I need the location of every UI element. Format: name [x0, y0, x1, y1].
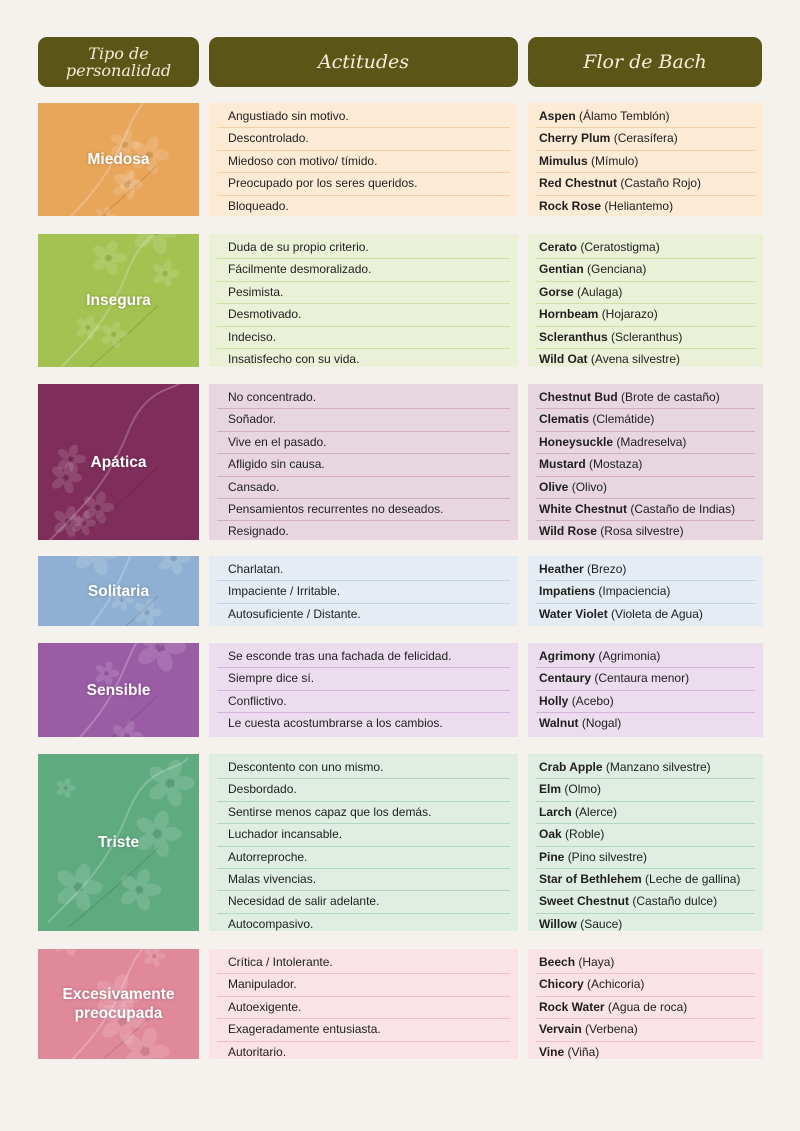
flower-name: Walnut	[539, 716, 579, 731]
flower-spanish-name: (Haya)	[578, 955, 615, 969]
attitude-item: Le cuesta acostumbrarse a los cambios.	[228, 716, 443, 731]
attitude-item: Exageradamente entusiasta.	[217, 1019, 510, 1041]
attitude-item: Desmotivado.	[217, 304, 510, 326]
flower-spanish-name: (Mostaza)	[589, 457, 643, 472]
attitude-item: Descontrolado.	[217, 128, 510, 150]
personality-group	[38, 103, 763, 216]
personality-type-card	[38, 384, 199, 540]
attitude-item: Necesidad de salir adelante.	[217, 891, 510, 913]
attitude-item: Crítica / Intolerante.	[217, 952, 510, 974]
personality-type-label: Triste	[97, 834, 140, 851]
personality-type-card	[38, 643, 199, 737]
bach-flower-item	[536, 997, 755, 1019]
flower-spanish-name: (Brezo)	[587, 562, 627, 576]
flower-name: Olive	[539, 479, 569, 494]
flower-spanish-name: (Agrimonia)	[598, 649, 661, 663]
flower-name: Rock Rose	[539, 198, 602, 213]
flower-name: Red Chestnut	[539, 176, 617, 191]
flower-name: Scleranthus	[539, 329, 608, 344]
bach-flower-item	[536, 477, 755, 499]
bach-flowers-list	[528, 103, 763, 216]
personality-type-label: Insegura	[86, 292, 151, 309]
flower-spanish-name: (Clemátide)	[592, 412, 655, 427]
bach-flower-item	[536, 974, 755, 996]
bach-flower-item	[536, 869, 755, 891]
attitude-item: Se esconde tras una fachada de felicidad.	[217, 646, 510, 668]
personality-type-card	[38, 949, 199, 1059]
flower-name: Hornbeam	[539, 307, 599, 322]
header-bach-flower: Flor de Bach	[528, 37, 762, 87]
bach-flower-item	[536, 891, 755, 913]
flower-name: Willow	[539, 916, 577, 931]
bach-flower-item	[536, 432, 755, 454]
flower-name: Cherry Plum	[539, 131, 611, 146]
attitude-item: Resignado.	[228, 524, 289, 539]
bach-flower-item	[536, 713, 755, 734]
bach-flower-item	[536, 581, 755, 603]
flower-name: Mimulus	[539, 153, 588, 168]
flower-name: Honeysuckle	[539, 434, 614, 449]
attitude-item: Vive en el pasado.	[217, 432, 510, 454]
bach-flower-item	[536, 349, 755, 370]
flower-name: White Chestnut	[539, 501, 627, 516]
flower-spanish-name: (Brote de castaño)	[621, 390, 720, 404]
flower-spanish-name: (Castaño dulce)	[632, 894, 718, 909]
flower-name: Chicory	[539, 977, 584, 992]
flower-name: Chestnut Bud	[539, 390, 618, 404]
flower-spanish-name: (Pino silvestre)	[567, 849, 648, 864]
attitudes-list	[209, 643, 518, 737]
flower-name: Impatiens	[539, 584, 596, 599]
flower-spanish-name: (Scleranthus)	[611, 329, 683, 344]
flower-name: Water Violet	[539, 606, 608, 621]
attitude-item: Fácilmente desmoralizado.	[217, 259, 510, 281]
flower-spanish-name: (Impaciencia)	[598, 584, 671, 599]
bach-flower-item	[536, 757, 755, 779]
bach-flower-item	[536, 802, 755, 824]
flower-name: Star of Bethlehem	[539, 871, 642, 886]
attitude-item: Soñador.	[217, 409, 510, 431]
flower-name: Holly	[539, 693, 569, 708]
personality-type-label: Sensible	[86, 681, 151, 699]
personality-type-label: Apática	[90, 453, 147, 471]
flower-spanish-name: (Olivo)	[571, 479, 608, 494]
flower-name: Cerato	[539, 240, 578, 254]
bach-flower-item	[536, 259, 755, 281]
attitudes-list	[209, 556, 518, 626]
bach-flowers-list	[528, 754, 763, 931]
bach-flower-item	[536, 847, 755, 869]
flower-name: Gorse	[539, 284, 574, 299]
attitudes-list	[209, 234, 518, 367]
flower-spanish-name: (Castaño Rojo)	[620, 176, 702, 191]
bach-flower-item	[536, 128, 755, 150]
attitude-item: Luchador incansable.	[217, 824, 510, 846]
attitude-item: Conflictivo.	[217, 691, 510, 713]
bach-flower-item	[536, 499, 755, 521]
flower-name: Crab Apple	[539, 760, 603, 774]
attitude-item: Pensamientos recurrentes no deseados.	[217, 499, 510, 521]
attitude-item: Impaciente / Irritable.	[217, 581, 510, 603]
flower-spanish-name: (Avena silvestre)	[590, 351, 681, 366]
attitude-item: Cansado.	[217, 477, 510, 499]
flower-spanish-name: (Ceratostigma)	[580, 240, 660, 254]
bach-flower-item	[536, 327, 755, 349]
personality-type-label: Miedosa	[87, 151, 150, 168]
attitude-item: Sentirse menos capaz que los demás.	[217, 802, 510, 824]
flower-spanish-name: (Álamo Temblón)	[579, 109, 670, 123]
flower-name: Centaury	[539, 671, 592, 686]
flower-spanish-name: (Mímulo)	[591, 153, 639, 168]
flower-spanish-name: (Violeta de Agua)	[611, 606, 703, 621]
attitude-item: Bloqueado.	[228, 198, 289, 213]
attitude-item: Desbordado.	[217, 779, 510, 801]
personality-type-card	[38, 754, 199, 931]
bach-flowers-list	[528, 643, 763, 737]
bach-flower-item	[536, 1042, 755, 1063]
attitude-item: Siempre dice sí.	[217, 668, 510, 690]
flower-spanish-name: (Heliantemo)	[604, 198, 674, 213]
flower-name: Rock Water	[539, 999, 605, 1014]
bach-flower-item	[536, 779, 755, 801]
flower-spanish-name: (Nogal)	[581, 716, 622, 731]
flower-spanish-name: (Centaura menor)	[594, 671, 690, 686]
flower-spanish-name: (Castaño de Indias)	[630, 501, 736, 516]
flower-name: Beech	[539, 955, 576, 969]
flower-spanish-name: (Genciana)	[587, 262, 647, 277]
attitude-item: Charlatan.	[217, 559, 510, 581]
attitudes-list	[209, 949, 518, 1059]
flower-spanish-name: (Agua de roca)	[607, 999, 688, 1014]
bach-flower-item	[536, 824, 755, 846]
attitudes-list	[209, 103, 518, 216]
header-personality-type: Tipo de personalidad	[38, 37, 199, 87]
attitude-item: No concentrado.	[217, 387, 510, 409]
flower-name: Vine	[539, 1044, 565, 1059]
attitude-item: Autocompasivo.	[228, 916, 314, 931]
bach-flower-item	[536, 914, 755, 935]
flower-spanish-name: (Aulaga)	[577, 284, 623, 299]
flower-spanish-name: (Roble)	[565, 827, 605, 842]
attitudes-list	[209, 754, 518, 931]
flower-name: Oak	[539, 827, 562, 842]
personality-type-label: Solitaria	[87, 582, 150, 600]
flower-name: Vervain	[539, 1022, 582, 1037]
attitude-item: Malas vivencias.	[217, 869, 510, 891]
bach-flower-item	[536, 173, 755, 195]
bach-flower-item	[536, 1019, 755, 1041]
bach-flowers-list	[528, 384, 763, 540]
attitude-item: Autosuficiente / Distante.	[228, 606, 361, 621]
bach-flower-item	[536, 304, 755, 326]
attitudes-list	[209, 384, 518, 540]
attitude-item: Autoexigente.	[217, 997, 510, 1019]
header-attitudes: Actitudes	[209, 37, 518, 87]
personality-group	[38, 643, 763, 737]
bach-flower-item	[536, 646, 755, 668]
bach-flowers-list	[528, 234, 763, 367]
flower-name: Larch	[539, 804, 572, 819]
attitude-item: Duda de su propio criterio.	[217, 237, 510, 259]
attitude-item: Indeciso.	[217, 327, 510, 349]
flower-spanish-name: (Manzano silvestre)	[605, 760, 711, 774]
personality-type-card	[38, 556, 199, 626]
personality-group	[38, 384, 763, 540]
flower-spanish-name: (Sauce)	[580, 916, 623, 931]
flower-spanish-name: (Rosa silvestre)	[600, 524, 684, 539]
bach-flower-item	[536, 387, 755, 409]
flower-spanish-name: (Acebo)	[571, 693, 614, 708]
attitude-item: Miedoso con motivo/ tímido.	[217, 151, 510, 173]
personality-group	[38, 556, 763, 626]
flower-spanish-name: (Achicoria)	[587, 977, 645, 992]
flower-name: Pine	[539, 849, 565, 864]
flower-spanish-name: (Madreselva)	[616, 434, 687, 449]
attitude-item: Afligido sin causa.	[217, 454, 510, 476]
bach-flowers-list	[528, 556, 763, 626]
bach-flower-item	[536, 106, 755, 128]
bach-flower-item	[536, 604, 755, 625]
personality-type-label: Excesivamente preocupada	[62, 986, 175, 1022]
attitude-item: Preocupado por los seres queridos.	[217, 173, 510, 195]
attitude-item: Angustiado sin motivo.	[217, 106, 510, 128]
attitude-item: Descontento con uno mismo.	[217, 757, 510, 779]
flower-name: Clematis	[539, 412, 590, 427]
bach-flower-item	[536, 559, 755, 581]
flower-spanish-name: (Olmo)	[564, 782, 602, 797]
flower-name: Elm	[539, 782, 562, 797]
personality-type-card	[38, 103, 199, 216]
flower-spanish-name: (Hojarazo)	[601, 307, 658, 322]
flower-spanish-name: (Verbena)	[585, 1022, 638, 1037]
bach-flowers-list	[528, 949, 763, 1059]
personality-group	[38, 234, 763, 367]
flower-spanish-name: (Cerasífera)	[613, 131, 678, 146]
bach-flower-item	[536, 691, 755, 713]
flower-name: Wild Rose	[539, 524, 597, 539]
bach-flower-item	[536, 521, 755, 542]
flower-name: Mustard	[539, 457, 586, 472]
personality-type-card	[38, 234, 199, 367]
personality-group	[38, 949, 763, 1059]
bach-flower-item	[536, 196, 755, 217]
bach-flower-item	[536, 952, 755, 974]
attitude-item: Manipulador.	[217, 974, 510, 996]
bach-flower-item	[536, 237, 755, 259]
flower-name: Aspen	[539, 109, 576, 123]
attitude-item: Autoritario.	[228, 1044, 287, 1059]
bach-flower-item	[536, 668, 755, 690]
bach-flower-item	[536, 282, 755, 304]
flower-spanish-name: (Alerce)	[575, 804, 618, 819]
flower-name: Agrimony	[539, 649, 596, 663]
flower-name: Wild Oat	[539, 351, 588, 366]
attitude-item: Autorreproche.	[217, 847, 510, 869]
bach-flower-item	[536, 151, 755, 173]
flower-spanish-name: (Leche de gallina)	[645, 871, 741, 886]
bach-flower-item	[536, 454, 755, 476]
flower-spanish-name: (Viña)	[567, 1044, 600, 1059]
personality-group	[38, 754, 763, 931]
attitude-item: Insatisfecho con su vida.	[228, 351, 360, 366]
flower-name: Sweet Chestnut	[539, 894, 630, 909]
flower-name: Gentian	[539, 262, 584, 277]
flower-name: Heather	[539, 562, 584, 576]
bach-flower-item	[536, 409, 755, 431]
attitude-item: Pesimista.	[217, 282, 510, 304]
